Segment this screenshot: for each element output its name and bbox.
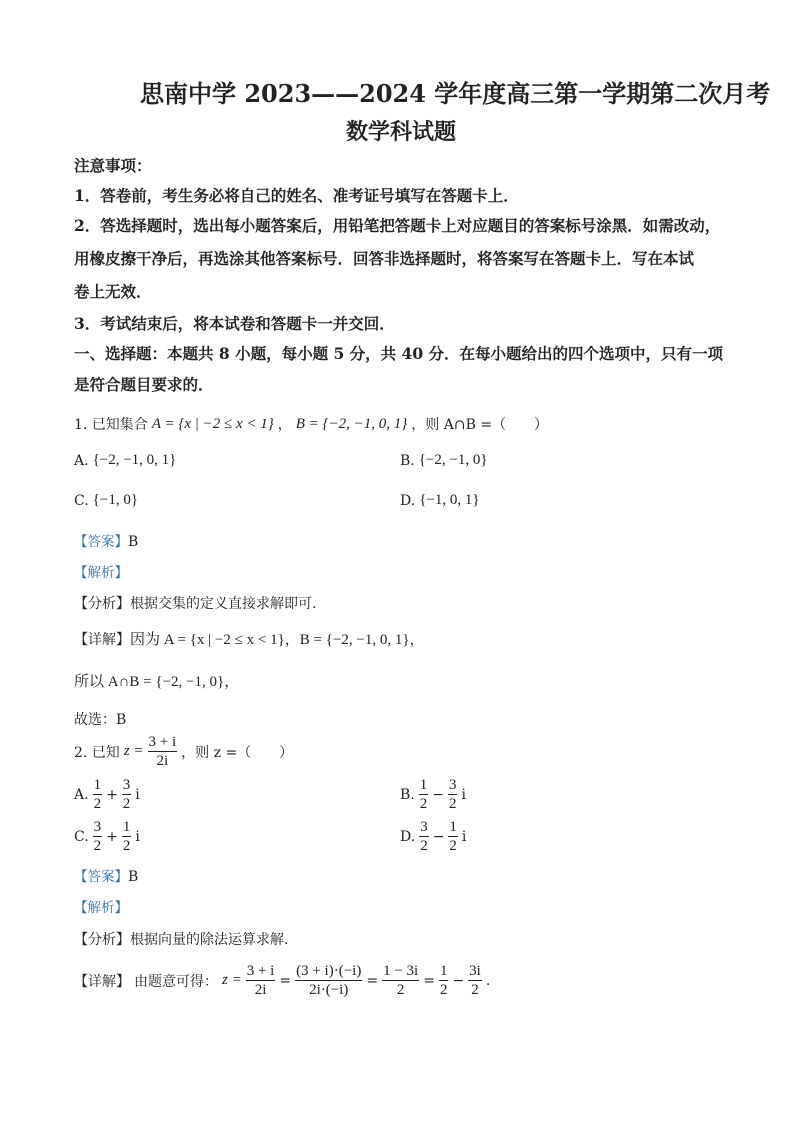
q1-fenxi-text: 根据交集的定义直接求解即可. <box>130 596 317 612</box>
q2-detail-minus: − <box>452 972 465 989</box>
q1-option-a <box>74 452 176 469</box>
notes-heading: 注意事项： <box>74 156 152 175</box>
q1-option-c <box>74 492 138 509</box>
note-1: 1．答卷前，考生务必将自己的姓名、准考证号填写在答题卡上． <box>74 186 519 205</box>
page-subtitle: 数学科试题 <box>346 119 457 145</box>
q2-option-a-label: A. <box>74 786 89 803</box>
note-2-line-1: 2．答选择题时，选出每小题答案后，用铅笔把答题卡上对应题目的答案标号涂黑．如需改动， <box>74 216 721 235</box>
q2-answer-tag: 【答案】 <box>74 869 128 885</box>
q2-b-d1: 2 <box>419 796 428 812</box>
q2-b-op: − <box>432 786 444 803</box>
page-title: 思南中学 2023——2024 学年度高三第一学期第二次月考 <box>140 79 771 108</box>
q2-detail-f5-num: 3i <box>469 963 481 979</box>
q2-answer <box>74 865 138 885</box>
q2-a-i: i <box>135 786 140 803</box>
q2-detail-f3-den: 2 <box>396 982 405 998</box>
q2-option-b-frac-2 <box>448 776 458 813</box>
q2-detail-f4-den: 2 <box>439 982 448 998</box>
q2-stem-frac-num: 3 + i <box>148 734 177 750</box>
q1-set-a: A = {x | −2 ≤ x < 1} <box>151 415 274 432</box>
q1-option-a-value: {−2, −1, 0, 1} <box>92 452 177 468</box>
q2-a-n1: 1 <box>93 777 102 793</box>
q2-detail-prefix: 由题意可得： <box>134 973 218 990</box>
q2-a-d1: 2 <box>93 796 102 812</box>
section-1-line-2: 是符合题目要求的． <box>74 375 214 394</box>
q1-option-b <box>400 452 488 469</box>
q2-d-n1: 3 <box>420 819 428 835</box>
q1-option-c-value: {−1, 0} <box>92 492 139 508</box>
section-1-line-1: 一、选择题：本题共 8 小题，每小题 5 分，共 40 分．在每小题给出的四个选项中，只有一项 <box>74 344 724 363</box>
q1-choose: 故选：B <box>74 712 127 728</box>
q2-d-d1: 2 <box>420 838 428 854</box>
q2-a-op: + <box>106 786 118 803</box>
q1-option-b-value: {−2, −1, 0} <box>418 452 488 468</box>
q1-option-d-label: D. <box>400 492 416 509</box>
q2-detail-tag: 【详解】 <box>74 973 130 990</box>
q1-stem-prefix: 1. 已知集合 <box>74 417 148 433</box>
q2-detail-eq-3: = <box>423 972 435 989</box>
q2-detail <box>74 962 490 999</box>
q2-detail-frac-4 <box>439 962 449 999</box>
q2-d-n2: 1 <box>449 819 457 835</box>
q2-stem <box>74 733 293 770</box>
q2-fenxi-text: 根据向量的除法运算求解. <box>130 932 289 948</box>
q1-fenxi-tag: 【分析】 <box>74 596 130 612</box>
q2-detail-frac-5 <box>468 962 482 999</box>
q2-detail-f1-num: 3 + i <box>246 963 275 979</box>
q2-b-n1: 1 <box>419 777 428 793</box>
q2-detail-frac-1 <box>246 962 276 999</box>
q2-analysis-tag: 【解析】 <box>74 900 128 916</box>
q2-detail-f1-den: 2i <box>254 982 267 998</box>
q2-detail-z: z = <box>222 972 242 988</box>
q2-c-d1: 2 <box>93 838 102 854</box>
q2-option-b-label: B. <box>400 786 415 803</box>
q2-c-op: + <box>106 828 118 845</box>
q2-stem-suffix: ，则 z =（ ） <box>181 744 294 761</box>
q2-d-d2: 2 <box>449 838 457 854</box>
q2-fenxi <box>74 929 288 949</box>
q2-a-d2: 2 <box>122 796 131 812</box>
q2-b-n2: 3 <box>448 777 457 793</box>
q2-option-a-frac-2 <box>122 776 132 813</box>
q2-option-a <box>74 776 140 813</box>
q2-fenxi-tag: 【分析】 <box>74 932 130 948</box>
q2-detail-f5-den: 2 <box>471 982 479 998</box>
q1-option-c-label: C. <box>74 492 89 509</box>
q1-stem-suffix: ，则 A∩B =（ ） <box>411 417 549 433</box>
q2-option-d-frac-2 <box>448 818 458 855</box>
q2-d-i: i <box>461 828 467 845</box>
q2-option-d-label: D. <box>400 828 416 845</box>
q2-b-i: i <box>461 786 466 803</box>
q1-fenxi <box>74 593 316 613</box>
q2-option-b <box>400 776 466 813</box>
q2-option-a-frac-1 <box>93 776 103 813</box>
q2-detail-f4-num: 1 <box>439 963 448 979</box>
q2-detail-eq-2: = <box>366 972 379 989</box>
q2-detail-frac-3 <box>382 962 419 999</box>
q1-answer-tag: 【答案】 <box>74 534 128 550</box>
q2-stem-fraction <box>148 733 178 770</box>
q2-detail-f2-den: 2i·(−i) <box>309 982 349 998</box>
q1-option-d <box>400 492 480 509</box>
note-2-line-3: 卷上无效． <box>74 282 152 301</box>
q1-answer-value: B <box>128 534 139 550</box>
q2-detail-frac-2 <box>295 962 362 999</box>
q2-option-b-frac-1 <box>419 776 429 813</box>
q2-option-d-frac-1 <box>419 818 429 855</box>
q1-option-a-label: A. <box>74 452 89 469</box>
q2-option-d <box>400 818 466 855</box>
q2-a-n2: 3 <box>122 777 131 793</box>
q2-z-eq: z = <box>123 743 144 759</box>
q1-analysis-tag: 【解析】 <box>74 565 128 581</box>
q2-detail-eq-1: = <box>279 972 292 989</box>
q1-so <box>74 670 239 691</box>
note-3: 3．考试结束后，将本试卷和答题卡一并交回． <box>74 314 395 333</box>
q2-detail-f2-num: (3 + i)·(−i) <box>296 963 362 979</box>
q2-option-c-label: C. <box>74 828 89 845</box>
q1-so-text: 所以 A∩B = {−2, −1, 0}， <box>74 674 240 690</box>
q1-answer <box>74 530 138 550</box>
q2-stem-frac-den: 2i <box>156 753 169 769</box>
q2-b-d2: 2 <box>448 796 457 812</box>
q2-answer-value: B <box>128 869 139 885</box>
q2-c-n1: 3 <box>93 819 102 835</box>
q2-c-n2: 1 <box>122 819 131 835</box>
q2-c-i: i <box>135 828 140 845</box>
q1-detail-tag: 【详解】 <box>74 632 130 648</box>
q1-set-b: B = {−2, −1, 0, 1} <box>295 415 408 432</box>
q1-option-d-value: {−1, 0, 1} <box>419 492 480 508</box>
q2-option-c-frac-1 <box>93 818 103 855</box>
q1-detail <box>74 628 425 649</box>
q2-d-op: − <box>432 828 445 845</box>
q2-c-d2: 2 <box>122 838 131 854</box>
q2-detail-f3-num: 1 − 3i <box>383 963 419 979</box>
q2-detail-end: . <box>485 972 491 989</box>
q2-option-c <box>74 818 140 855</box>
q2-stem-prefix: 2. 已知 <box>74 744 120 761</box>
q1-stem <box>74 414 548 434</box>
q1-option-b-label: B. <box>400 452 415 469</box>
q1-sep: ， <box>277 417 292 433</box>
note-2-line-2: 用橡皮擦干净后，再选涂其他答案标号．回答非选择题时，将答案写在答题卡上．写在本试 <box>74 249 695 268</box>
q1-detail-text: 因为 A = {x | −2 ≤ x < 1}，B = {−2, −1, 0, 1}， <box>130 632 425 648</box>
q2-option-c-frac-2 <box>122 818 132 855</box>
